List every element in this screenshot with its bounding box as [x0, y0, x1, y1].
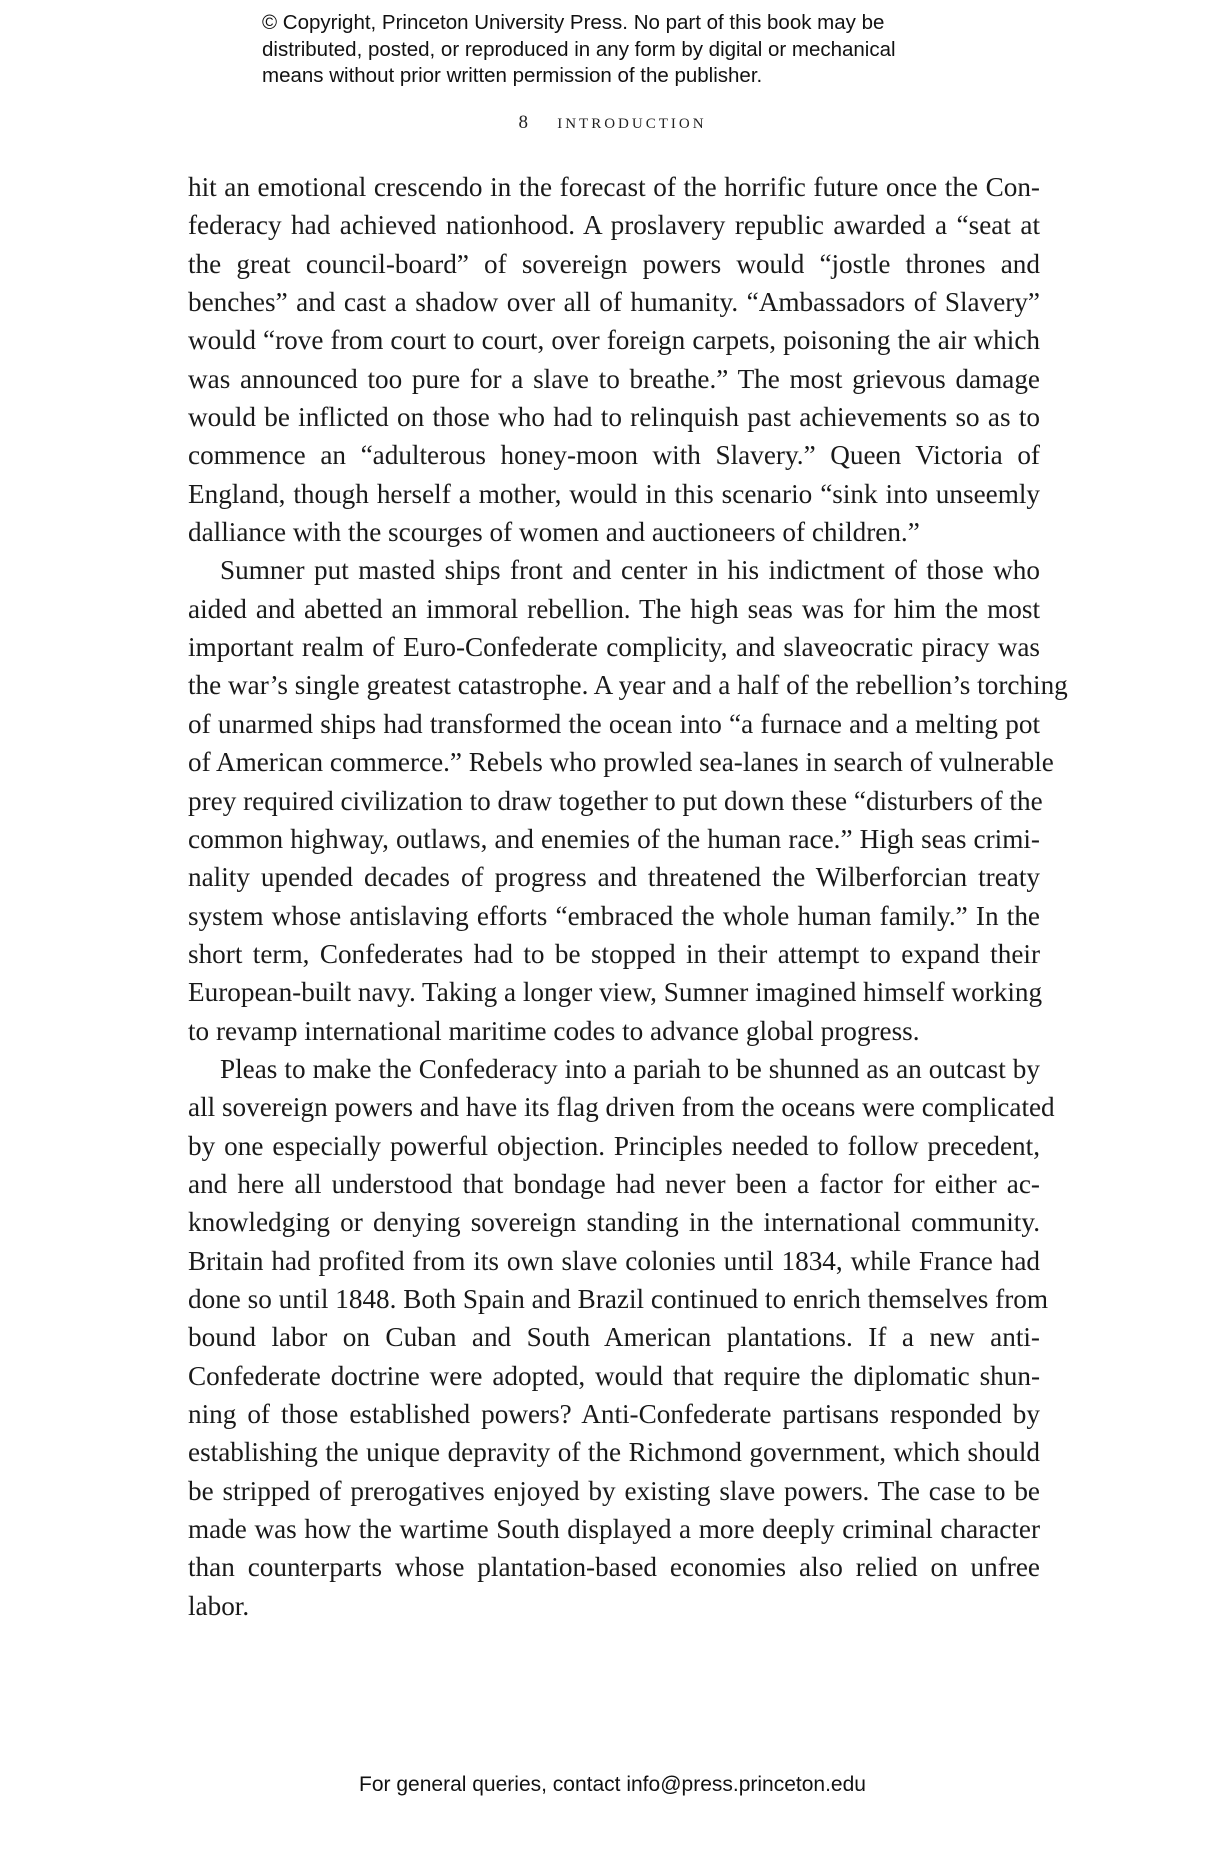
- text-line: and here all understood that bondage had never been a factor for either ac-: [188, 1168, 1040, 1199]
- text-line: federacy had achieved nationhood. A proslavery republic awarded a “seat at: [188, 210, 1040, 241]
- text-line: prey required civilization to draw together to put down these “disturbers of the: [188, 785, 1043, 816]
- text-line: system whose antislaving efforts “embraced the whole human family.” In the: [188, 900, 1040, 931]
- text-line: aided and abetted an immoral rebellion. The high seas was for him the most: [188, 593, 1040, 624]
- text-line: made was how the wartime South displayed a more deeply criminal character: [188, 1514, 1040, 1545]
- copyright-line: means without prior written permission of the publisher.: [262, 64, 763, 87]
- text-line: would be inflicted on those who had to relinquish past achievements so as to: [188, 402, 1040, 433]
- text-line: labor.: [188, 1590, 250, 1621]
- text-line: of American commerce.” Rebels who prowled sea-lanes in search of vulnerable: [188, 747, 1054, 778]
- text-line: the war’s single greatest catastrophe. A year and a half of the rebellion’s torching: [188, 670, 1068, 701]
- text-line: the great council-board” of sovereign powers would “jostle thrones and: [188, 248, 1040, 279]
- footer-contact: For general queries, contact info@press.princeton.edu: [359, 1773, 866, 1796]
- text-line: England, though herself a mother, would in this scenario “sink into unseemly: [188, 478, 1040, 509]
- text-line: Confederate doctrine were adopted, would that require the diplomatic shun-: [188, 1360, 1040, 1391]
- text-line: common highway, outlaws, and enemies of the human race.” High seas crimi-: [188, 823, 1040, 854]
- copyright-line: © Copyright, Princeton University Press. No part of this book may be: [262, 11, 885, 34]
- paragraph: [188, 551, 1068, 1049]
- text-line: European-built navy. Taking a longer view, Sumner imagined himself working: [188, 977, 1043, 1008]
- body-text: [188, 168, 1068, 1625]
- text-line: be stripped of prerogatives enjoyed by existing slave powers. The case to be: [188, 1475, 1040, 1506]
- text-line: nality upended decades of progress and threatened the Wilberforcian treaty: [188, 862, 1040, 893]
- text-line: important realm of Euro-Confederate complicity, and slaveocratic piracy was: [188, 632, 1040, 663]
- text-line: would “rove from court to court, over foreign carpets, poisoning the air which: [188, 325, 1040, 356]
- text-line: bound labor on Cuban and South American plantations. If a new anti-: [188, 1322, 1040, 1353]
- text-line: ning of those established powers? Anti-Confederate partisans responded by: [188, 1399, 1040, 1429]
- paragraph: [188, 168, 1040, 551]
- text-line: was announced too pure for a slave to breathe.” The most grievous damage: [188, 363, 1040, 394]
- text-line: Britain had profited from its own slave colonies until 1834, while France had: [188, 1245, 1040, 1276]
- copyright-line: distributed, posted, or reproduced in any form by digital or mechanical: [262, 37, 896, 61]
- page-number: 8: [518, 112, 528, 133]
- running-head: [0, 112, 1225, 134]
- section-title: INTRODUCTION: [557, 116, 707, 132]
- text-line: to revamp international maritime codes to advance global progress.: [188, 1015, 920, 1046]
- text-line: knowledging or denying sovereign standing in the international community.: [188, 1207, 1040, 1238]
- text-line: hit an emotional crescendo in the forecast of the horrific future once the Con-: [188, 172, 1040, 202]
- text-line: Pleas to make the Confederacy into a pariah to be shunned as an outcast by: [220, 1053, 1040, 1084]
- text-line: benches” and cast a shadow over all of humanity. “Ambassadors of Slavery”: [188, 287, 1040, 318]
- text-line: establishing the unique depravity of the Richmond government, which should: [188, 1437, 1040, 1468]
- text-line: all sovereign powers and have its flag driven from the oceans were complicated: [188, 1092, 1055, 1123]
- text-line: of unarmed ships had transformed the ocean into “a furnace and a melting pot: [188, 708, 1040, 739]
- text-line: dalliance with the scourges of women and auctioneers of children.”: [188, 517, 920, 548]
- text-line: than counterparts whose plantation-based economies also relied on unfree: [188, 1552, 1040, 1583]
- copyright-notice: [262, 10, 962, 90]
- text-line: done so until 1848. Both Spain and Brazil continued to enrich themselves from: [188, 1283, 1049, 1314]
- text-line: short term, Confederates had to be stopped in their attempt to expand their: [188, 938, 1040, 969]
- text-line: by one especially powerful objection. Principles needed to follow precedent,: [188, 1130, 1040, 1161]
- text-line: commence an “adulterous honey-moon with Slavery.” Queen Victoria of: [188, 440, 1040, 471]
- paragraph: [188, 1050, 1055, 1625]
- text-line: Sumner put masted ships front and center in his indictment of those who: [220, 555, 1040, 586]
